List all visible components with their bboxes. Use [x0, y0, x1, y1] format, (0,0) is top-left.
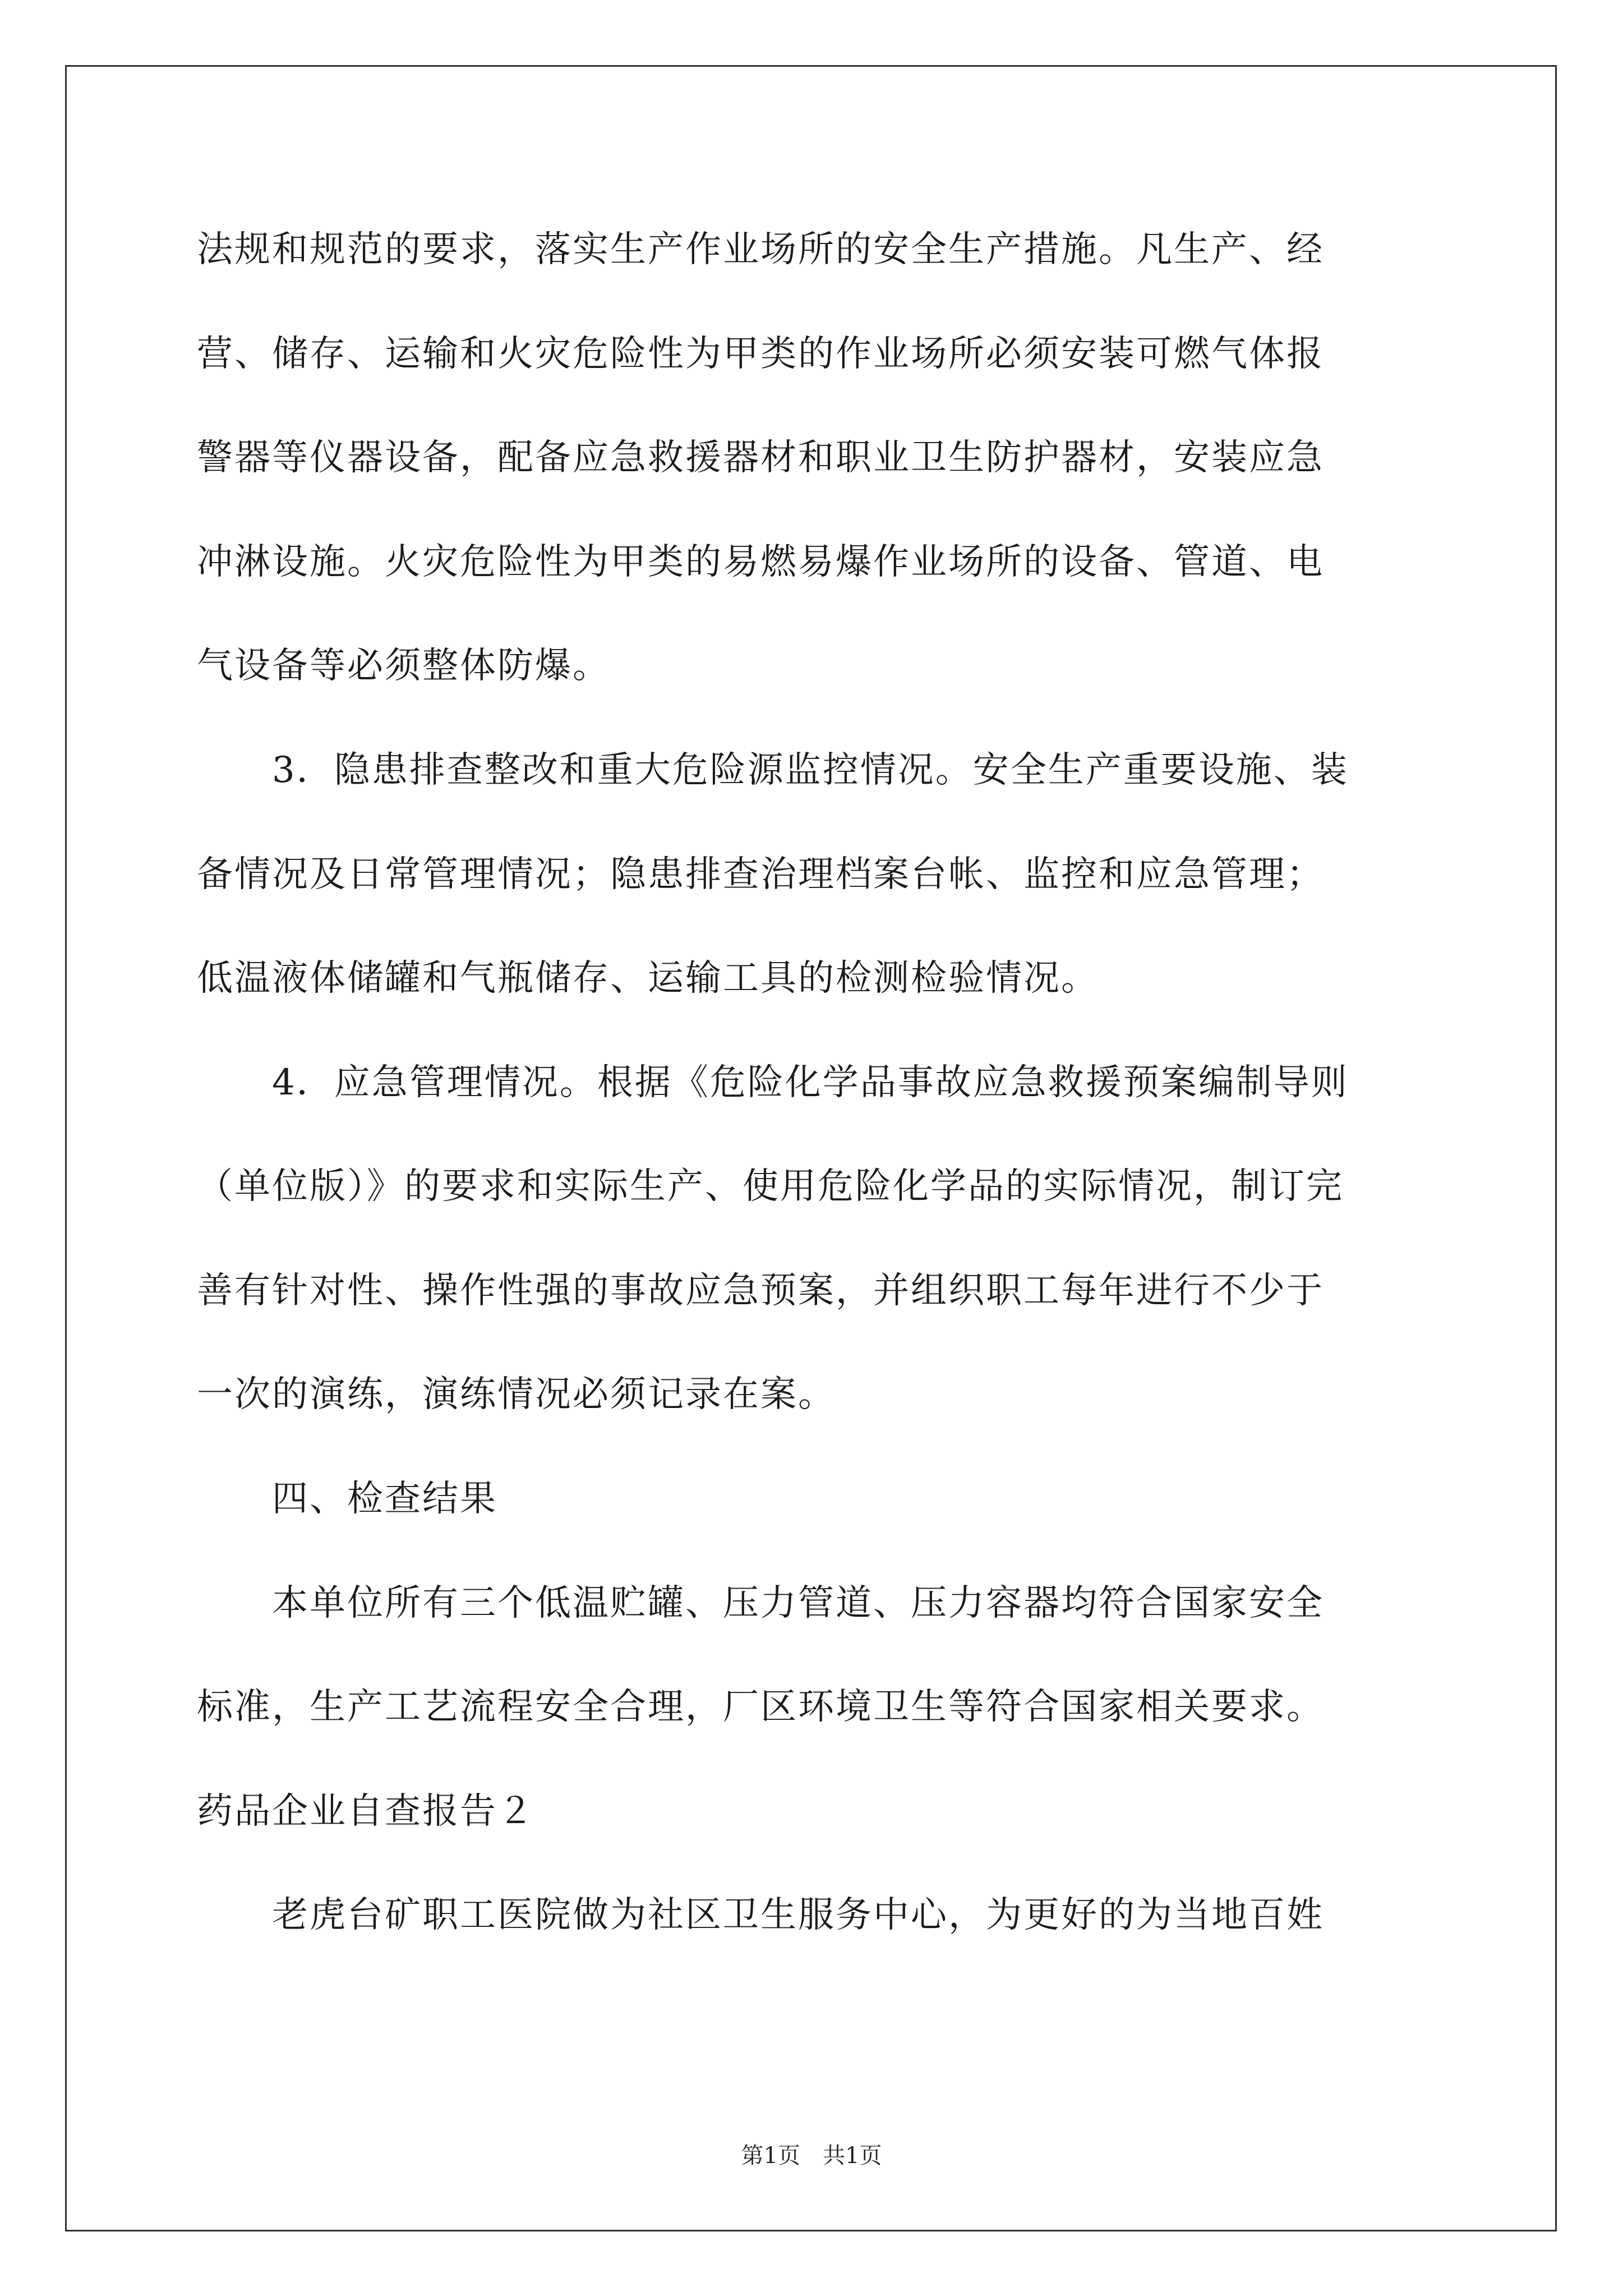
body-line: 警器等仪器设备，配备应急救援器材和职业卫生防护器材，安装应急	[197, 437, 1324, 478]
body-line: 法规和规范的要求，落实生产作业场所的安全生产措施。凡生产、经	[197, 229, 1324, 270]
body-line: 3．隐患排查整改和重大危险源监控情况。安全生产重要设施、装	[197, 749, 1349, 791]
document-title: 药品企业自查报告２	[197, 1791, 535, 1832]
section-heading: 四、检查结果	[197, 1478, 497, 1520]
page-footer: 第1页 共1页	[741, 2143, 882, 2169]
body-line: 气设备等必须整体防爆。	[197, 645, 610, 687]
body-line: 备情况及日常管理情况；隐患排查治理档案台帐、监控和应急管理；	[197, 854, 1324, 895]
body-line: （单位版）》的要求和实际生产、使用危险化学品的实际情况，制订完	[197, 1166, 1344, 1207]
body-line: 老虎台矿职工医院做为社区卫生服务中心，为更好的为当地百姓	[197, 1894, 1324, 1936]
body-line: 标准，生产工艺流程安全合理，厂区环境卫生等符合国家相关要求。	[197, 1686, 1324, 1728]
body-line: 善有针对性、操作性强的事故应急预案，并组织职工每年进行不少于	[197, 1270, 1324, 1312]
body-line: 营、储存、运输和火灾危险性为甲类的作业场所必须安装可燃气体报	[197, 333, 1324, 375]
body-line: 本单位所有三个低温贮罐、压力管道、压力容器均符合国家安全	[197, 1582, 1324, 1624]
body-line: 冲淋设施。火灾危险性为甲类的易燃易爆作业场所的设备、管道、电	[197, 541, 1324, 583]
body-line: 一次的演练，演练情况必须记录在案。	[197, 1374, 836, 1415]
body-line: 4．应急管理情况。根据《危险化学品事故应急救援预案编制导则	[197, 1062, 1349, 1103]
body-line: 低温液体储罐和气瓶储存、运输工具的检测检验情况。	[197, 958, 1099, 999]
